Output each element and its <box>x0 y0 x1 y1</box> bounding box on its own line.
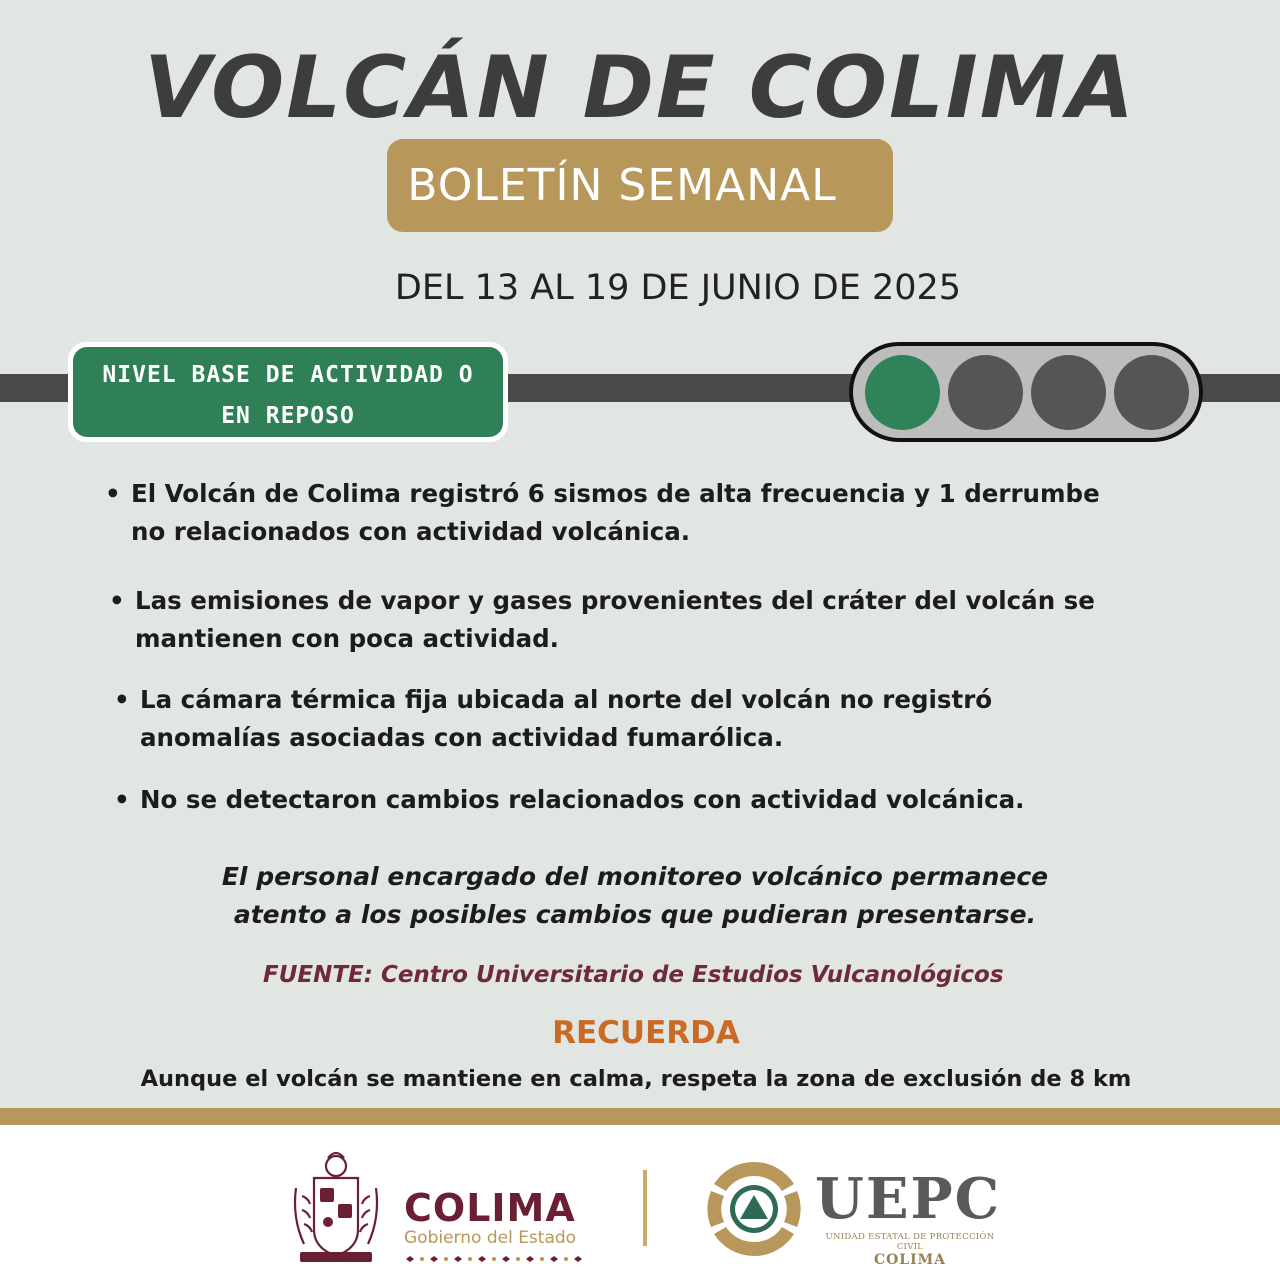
reminder-heading: RECUERDA <box>552 1015 740 1051</box>
monitoring-note <box>150 858 1120 934</box>
bullet-dot: • <box>114 685 130 714</box>
traffic-light <box>849 342 1203 442</box>
activity-level-badge <box>68 342 508 442</box>
list-item <box>114 681 1100 757</box>
list-item-line: El Volcán de Colima registró 6 sismos de alta frecuencia y 1 derrumbe <box>131 479 1100 508</box>
uepc-logo-name: UEPC <box>815 1166 1002 1232</box>
list-item-line: mantienen con poca actividad. <box>135 624 559 653</box>
activity-level-inner <box>73 347 503 437</box>
uepc-logo <box>815 1166 1005 1268</box>
reminder-text: Aunque el volcán se mantiene en calma, respeta la zona de exclusión de 8 km <box>140 1066 1132 1092</box>
page-title: VOLCÁN DE COLIMA <box>144 38 1136 138</box>
colima-government-logo <box>404 1188 584 1267</box>
list-item-line: no relacionados con actividad volcánica. <box>131 517 691 546</box>
logo-divider <box>643 1170 647 1246</box>
monitoring-note-line1: El personal encargado del monitoreo volcánico permanece <box>221 862 1049 891</box>
traffic-light-1 <box>865 355 940 430</box>
bullet-dot: • <box>114 785 130 814</box>
footer <box>0 1125 1280 1280</box>
list-item <box>109 582 1195 658</box>
uepc-logo-city: COLIMA <box>873 1252 947 1268</box>
bullet-dot: • <box>109 586 125 615</box>
list-item-line: La cámara térmica fija ubicada al norte del volcán no registró <box>140 685 993 714</box>
monitoring-note-line2: atento a los posibles cambios que pudieran presentarse. <box>233 900 1037 929</box>
list-item-line: No se detectaron cambios relacionados con actividad volcánica. <box>140 785 1025 814</box>
source-credit: FUENTE: Centro Universitario de Estudios Vulcanológicos <box>263 962 1004 988</box>
activity-level-line2: EN REPOSO <box>221 403 355 429</box>
list-item-line: anomalías asociadas con actividad fumarólica. <box>140 723 784 752</box>
activity-level-line1: NIVEL BASE DE ACTIVIDAD O <box>102 362 474 388</box>
footer-divider-line <box>0 1108 1280 1125</box>
list-item <box>114 781 1180 819</box>
traffic-light-2 <box>948 355 1023 430</box>
bullet-dot: • <box>105 479 121 508</box>
state-crest-icon <box>290 1148 382 1268</box>
date-range: DEL 13 AL 19 DE JUNIO DE 2025 <box>394 268 962 308</box>
bulletin-label <box>387 139 893 232</box>
traffic-light-3 <box>1031 355 1106 430</box>
ornament-icon <box>404 1255 584 1263</box>
colima-logo-name: COLIMA <box>404 1186 576 1230</box>
list-item-line: Las emisiones de vapor y gases provenientes del cráter del volcán se <box>135 586 1095 615</box>
civil-protection-emblem-icon <box>703 1158 805 1260</box>
uepc-logo-subtitle: UNIDAD ESTATAL DE PROTECCIÓN CIVIL <box>825 1232 995 1252</box>
bulletin-label-text: BOLETÍN SEMANAL <box>407 160 837 211</box>
traffic-light-4 <box>1114 355 1189 430</box>
colima-logo-subtitle: Gobierno del Estado <box>404 1228 577 1248</box>
list-item <box>105 475 1231 551</box>
